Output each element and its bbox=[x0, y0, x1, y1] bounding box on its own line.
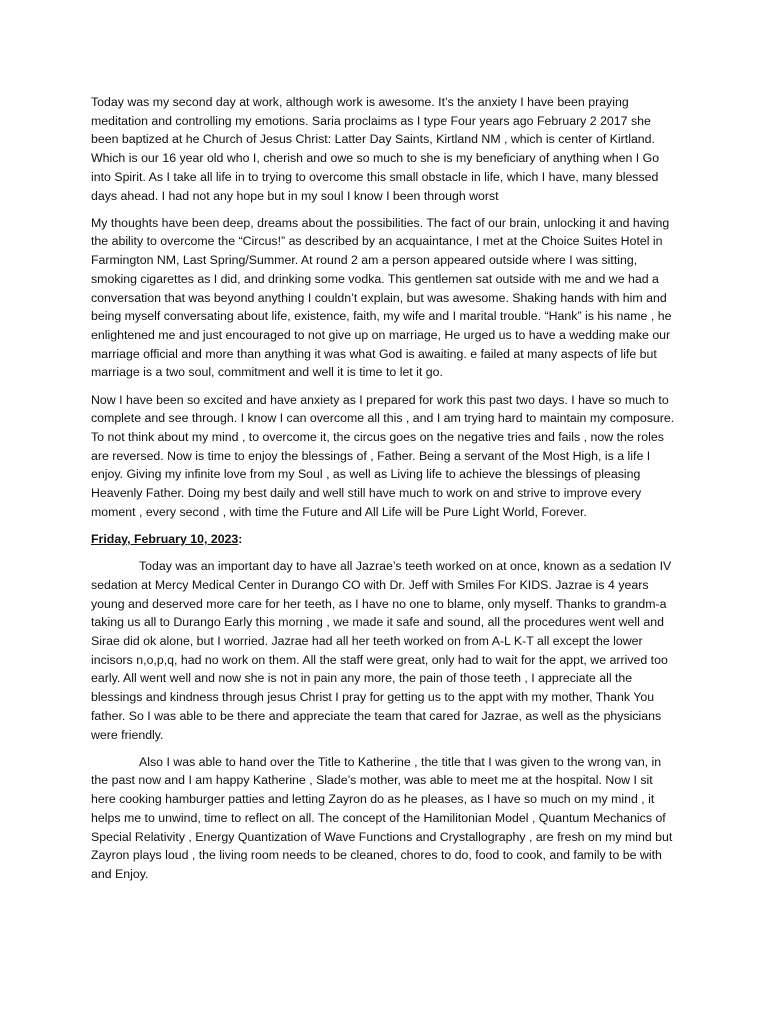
date-heading-line bbox=[91, 530, 678, 549]
date-heading: Friday, February 10, 2023 bbox=[91, 531, 239, 546]
paragraph-second-day: Today was my second day at work, although work is awesome. It’s the anxiety I have been praying meditation and controlling my emotions. Saria proclaims as I type Four years ago February 2 2017 she been baptized at he Church of Jesus Christ: Latter Day Saints, Kirtland NM , which is center of Kirtland. Which is our 16 year old who I, cherish and owe so much to she is my beneficiary of anything when I Go into Spirit. As I take all life in to trying to overcome this small obstacle in life, which I have, many blessed days ahead. I had not any hope but in my soul I know I been through worst bbox=[91, 95, 660, 203]
date-heading-colon: : bbox=[238, 531, 243, 546]
paragraph-title-handover: Also I was able to hand over the Title to Katherine , the title that I was given to the wrong van, in the past now and I am happy Katherine , Slade’s mother, was able to meet me at the hospital. Now I sit here cooking hamburger patties and letting Zayron do as he pleases, as I have so much on my mind , it helps me to unwind, time to reflect on all. The concept of the Hamilitonian Model , Quantum Mechanics of Special Relativity , Energy Quantization of Wave Functions and Crystallography , are fresh on my mind but Zayron plays loud , the living room needs to be cleaned, chores to do, food to cook, and family to be with and Enjoy. bbox=[91, 754, 673, 881]
paragraph-sedation: Today was an important day to have all Jazrae’s teeth worked on at once, known as a sedation IV sedation at Mercy Medical Center in Durango CO with Dr. Jeff with Smiles For KIDS. Jazrae is 4 years young and deserved more care for her teeth, as I have no one to blame, only myself. Thanks to grandm-a taking us all to Durango Early this morning , we made it safe and sound, all the procedures went well and Sirae did ok alone, but I worried. Jazrae had all her teeth worked on from A-L K-T all except the lower incisors n,o,p,q, had no work on them. All the staff were great, only had to wait for the appt, we arrived too early. All went well and now she is not in pain any more, the pain of those teeth , I appreciate all the blessings and kindness through jesus Christ I pray for getting us to the appt with my mother, Thank You father. So I was able to be there and appreciate the team that cared for Jazrae, as well as the physicians were friendly. bbox=[91, 559, 672, 742]
paragraph-excited: Now I have been so excited and have anxiety as I prepared for work this past two days. I have so much to complete and see through. I know I can overcome all this , and I am trying hard to maintain my composure. To not think about my mind , to overcome it, the circus goes on the negative tries and fails , now the roles are reversed. Now is time to enjoy the blessings of , Father. Being a servant of the Most High, is a life I enjoy. Giving my infinite love from my Soul , as well as Living life to achieve the blessings of pleasing Heavenly Father. Doing my best daily and well still have much to work on and strive to improve every moment , every second , with time the Future and All Life will be Pure Light World, Forever. bbox=[91, 392, 675, 519]
document-page bbox=[91, 93, 678, 892]
paragraph-thoughts: My thoughts have been deep, dreams about the possibilities. The fact of our brain, unlocking it and having the ability to overcome the “Circus!” as described by an acquaintance, I met at the Choice Suites Hotel in Farmington NM, Last Spring/Summer. At round 2 am a person appeared outside where I was sitting, smoking cigarettes as I did, and drinking some vodka. This gentlemen sat outside with me and we had a conversation that was beyond anything I couldn’t explain, but was awesome. Shaking hands with him and being myself conversating about life, existence, faith, my wife and I marital trouble. “Hank” is his name , he enlightened me and just encouraged to not give up on marriage, He urged us to have a wedding make our marriage official and more than anything it was what God is awaiting. e failed at many aspects of life but marriage is a two soul, commitment and well it is time to let it go. bbox=[91, 215, 672, 380]
